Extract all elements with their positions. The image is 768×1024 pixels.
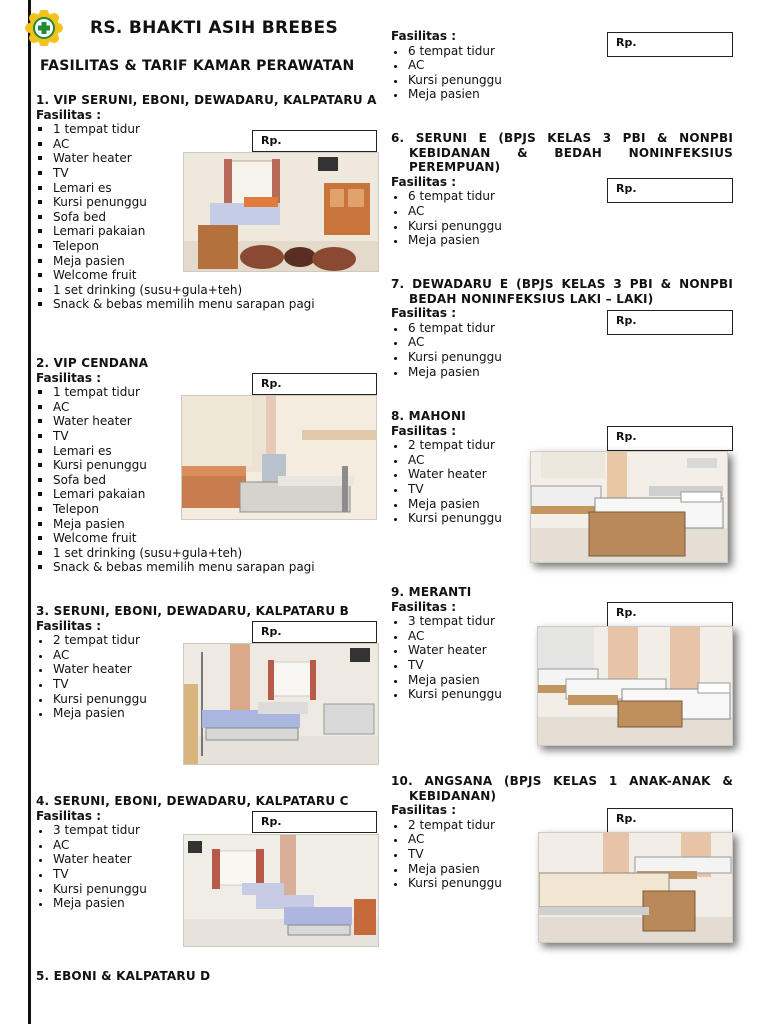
facility-item: Telepon	[36, 502, 378, 517]
facilities-label: Fasilitas :	[36, 808, 102, 823]
facility-item: Lemari es	[36, 444, 378, 459]
facility-item: Snack & bebas memilih menu sarapan pagi	[36, 297, 378, 312]
facility-item: AC	[391, 204, 733, 219]
hospital-logo	[24, 10, 64, 46]
facility-item: TV	[391, 847, 733, 862]
room-photo-angsana	[538, 832, 733, 943]
facility-item: AC	[36, 400, 378, 415]
facility-item: TV	[36, 677, 378, 692]
price-box: Rp.	[607, 178, 733, 203]
room-title: 9. MERANTI	[391, 585, 472, 599]
room-title: 5. EBONI & KALPATARU D	[36, 969, 211, 983]
price-box: Rp.	[252, 811, 377, 833]
facility-item: Water heater	[36, 151, 378, 166]
facilities-label: Fasilitas :	[391, 423, 457, 438]
facility-item: 2 tempat tidur	[36, 633, 378, 648]
facilities-label: Fasilitas :	[391, 29, 457, 43]
facility-item: Water heater	[36, 852, 378, 867]
facility-item: 3 tempat tidur	[391, 614, 733, 629]
price-box: Rp.	[607, 808, 733, 833]
facility-item: AC	[36, 838, 378, 853]
facility-item: Kursi penunggu	[36, 195, 378, 210]
facility-item: 2 tempat tidur	[391, 818, 733, 833]
room-title: 7. DEWADARU E (BPJS KELAS 3 PBI & NONPBI BEDAH NONINFEKSIUS LAKI – LAKI)	[391, 277, 733, 306]
facility-item: Kursi penunggu	[391, 687, 733, 702]
price-box: Rp.	[607, 426, 733, 451]
facility-item: 6 tempat tidur	[391, 321, 733, 336]
room-section-5-title	[36, 969, 378, 984]
facility-item: Water heater	[391, 643, 733, 658]
facility-item: Sofa bed	[36, 210, 378, 225]
facility-item: 1 tempat tidur	[36, 122, 378, 137]
facility-item: AC	[36, 648, 378, 663]
facility-item: 6 tempat tidur	[391, 44, 733, 59]
facility-item: TV	[36, 166, 378, 181]
margin-rule	[28, 0, 31, 1024]
facility-item: 6 tempat tidur	[391, 189, 733, 204]
price-box: Rp.	[252, 130, 377, 152]
facility-item: 1 set drinking (susu+gula+teh)	[36, 546, 378, 561]
facility-item: Meja pasien	[36, 254, 378, 269]
facility-item: Lemari pakaian	[36, 224, 378, 239]
room-title: 8. MAHONI	[391, 409, 466, 423]
facility-item: Meja pasien	[391, 497, 733, 512]
facility-item: Kursi penunggu	[391, 73, 733, 88]
facility-item: Welcome fruit	[36, 268, 378, 283]
facility-item: Telepon	[36, 239, 378, 254]
facility-item: AC	[391, 58, 733, 73]
facility-item: Kursi penunggu	[36, 692, 378, 707]
facility-item: Snack & bebas memilih menu sarapan pagi	[36, 560, 378, 575]
room-title: 10. ANGSANA (BPJS KELAS 1 ANAK-ANAK & KEBIDANAN)	[391, 774, 733, 803]
facility-item: 2 tempat tidur	[391, 438, 733, 453]
facility-item: AC	[391, 453, 733, 468]
facility-item: AC	[391, 832, 733, 847]
facilities-label: Fasilitas :	[391, 599, 457, 614]
price-box: Rp.	[607, 310, 733, 335]
room-photo-class-c	[183, 834, 379, 947]
room-photo-vip-cendana	[181, 395, 377, 520]
facility-item: Lemari pakaian	[36, 487, 378, 502]
price-box: Rp.	[607, 602, 733, 627]
facilities-label: Fasilitas :	[36, 618, 102, 633]
facility-item: Meja pasien	[36, 896, 378, 911]
facility-item: Meja pasien	[391, 862, 733, 877]
facility-item: 3 tempat tidur	[36, 823, 378, 838]
room-photo-class-b	[183, 643, 379, 765]
facility-item: AC	[36, 137, 378, 152]
facility-item: TV	[391, 482, 733, 497]
facility-item: Water heater	[36, 662, 378, 677]
facility-item: Meja pasien	[391, 365, 733, 380]
facility-item: Meja pasien	[36, 706, 378, 721]
room-title: 6. SERUNI E (BPJS KELAS 3 PBI & NONPBI KEBIDANAN & BEDAH NONINFEKSIUS PEREMPUAN)	[391, 131, 733, 175]
facility-item: Meja pasien	[391, 673, 733, 688]
room-title: 2. VIP CENDANA	[36, 356, 149, 370]
page-title: FASILITAS & TARIF KAMAR PERAWATAN	[40, 58, 355, 74]
facilities-label: Fasilitas :	[36, 370, 102, 385]
price-box: Rp.	[607, 32, 733, 57]
price-box: Rp.	[252, 621, 377, 643]
facility-item: AC	[391, 629, 733, 644]
facility-item: Welcome fruit	[36, 531, 378, 546]
facility-item: TV	[36, 429, 378, 444]
room-photo-mahoni	[530, 451, 728, 563]
facility-item: Kursi penunggu	[36, 882, 378, 897]
room-title: 3. SERUNI, EBONI, DEWADARU, KALPATARU B	[36, 604, 349, 618]
room-title: 1. VIP SERUNI, EBONI, DEWADARU, KALPATARU A	[36, 93, 377, 107]
facility-item: TV	[391, 658, 733, 673]
facilities-label: Fasilitas :	[391, 306, 457, 321]
facilities-label: Fasilitas :	[391, 803, 457, 818]
hospital-name: RS. BHAKTI ASIH BREBES	[90, 18, 339, 38]
price-box: Rp.	[252, 373, 377, 395]
facility-item: Kursi penunggu	[391, 219, 733, 234]
room-title: 4. SERUNI, EBONI, DEWADARU, KALPATARU C	[36, 794, 349, 808]
facility-item: TV	[36, 867, 378, 882]
room-photo-vip	[183, 152, 379, 272]
room-photo-meranti	[537, 626, 733, 746]
facility-item: Sofa bed	[36, 473, 378, 488]
facility-item: AC	[391, 335, 733, 350]
facilities-label: Fasilitas :	[36, 107, 102, 122]
facility-item: Kursi penunggu	[36, 458, 378, 473]
facility-item: Water heater	[391, 467, 733, 482]
facility-item: Kursi penunggu	[391, 511, 733, 526]
facility-item: Lemari es	[36, 181, 378, 196]
facilities-label: Fasilitas :	[391, 174, 457, 189]
facility-item: 1 set drinking (susu+gula+teh)	[36, 283, 378, 298]
facility-item: Meja pasien	[391, 87, 733, 102]
facility-item: Kursi penunggu	[391, 876, 733, 891]
facility-item: Meja pasien	[36, 517, 378, 532]
facility-item: Water heater	[36, 414, 378, 429]
facility-item: Kursi penunggu	[391, 350, 733, 365]
facility-item: 1 tempat tidur	[36, 385, 378, 400]
facility-item: Meja pasien	[391, 233, 733, 248]
